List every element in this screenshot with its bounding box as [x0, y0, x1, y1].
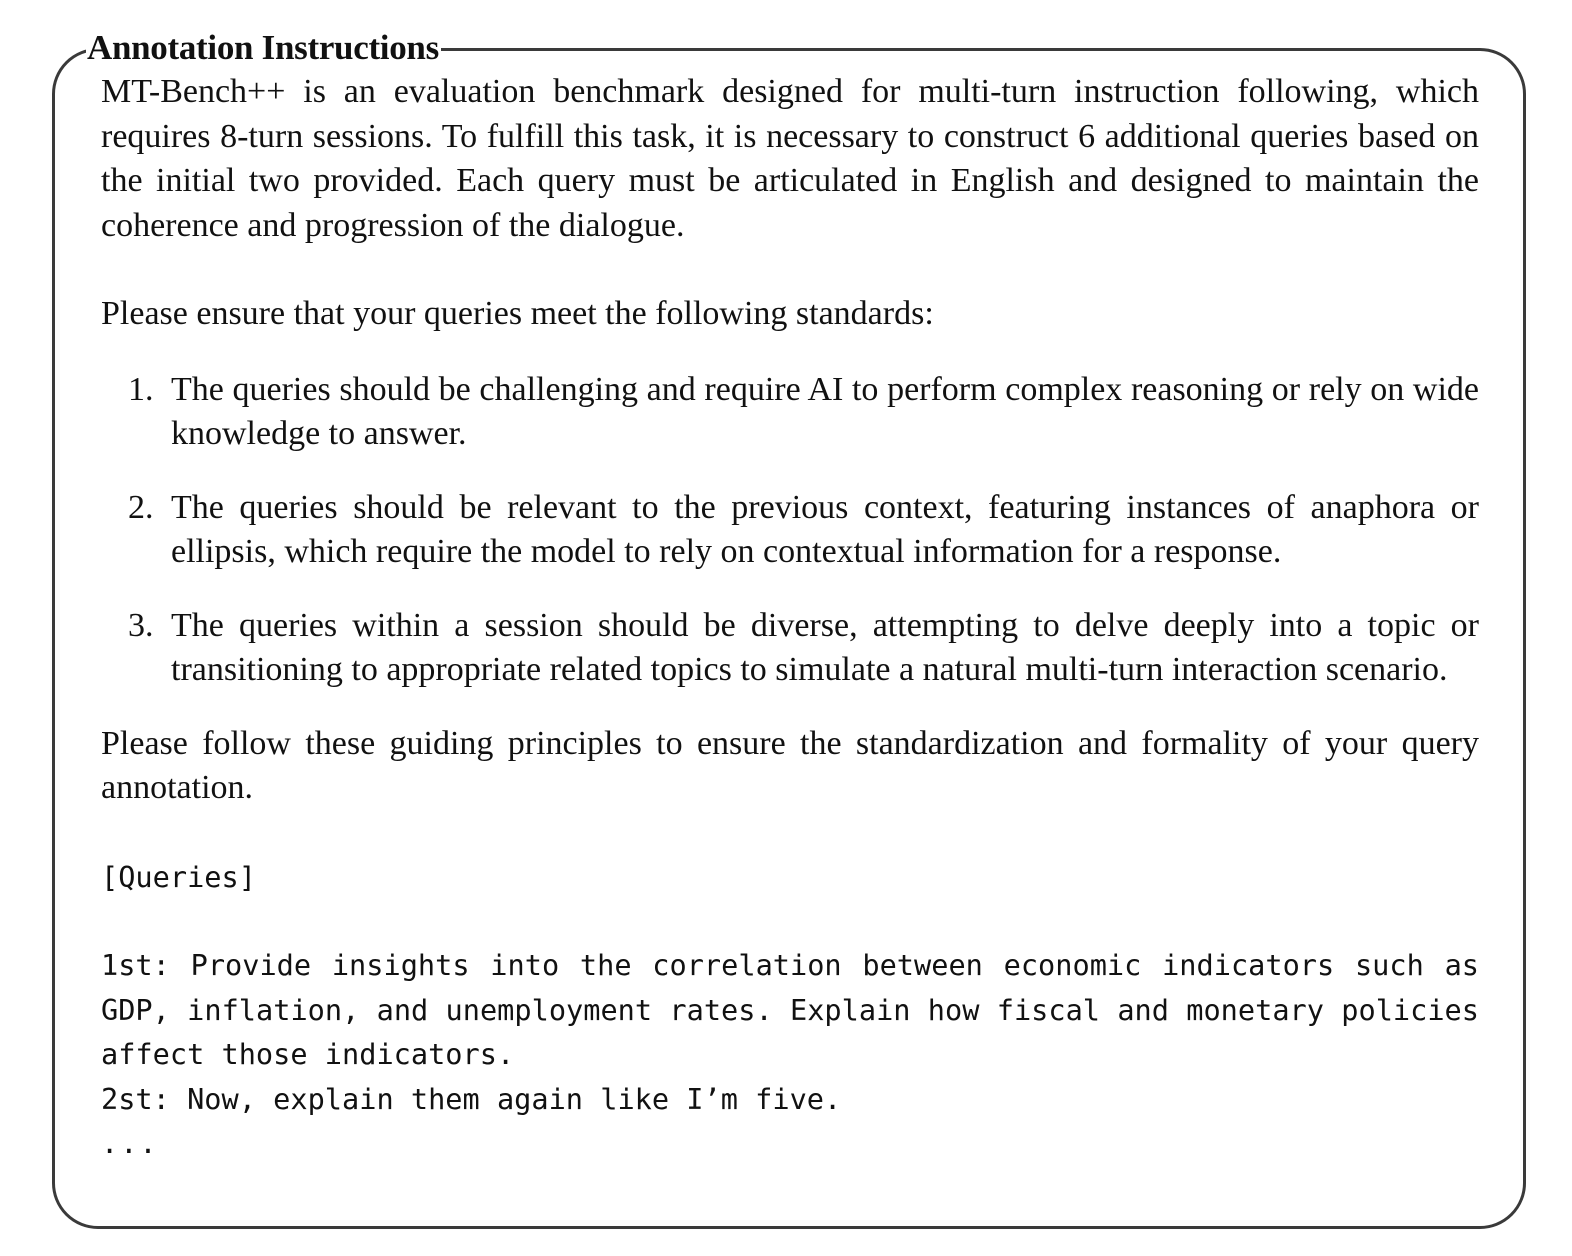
intro-paragraph: MT-Bench++ is an evaluation benchmark designed for multi-turn instruction following, which requires 8-turn sessions. To fulfill this task, it is necessary to construct 6 additional queries based on the initial two provided. Each query must be articulated in English and designed to maintain the coherence and progression of the dialogue.	[101, 73, 1479, 244]
standard-number: 1.	[128, 370, 154, 408]
standards-lead: Please ensure that your queries meet the following standards:	[101, 295, 934, 332]
queries-list	[101, 943, 1479, 1166]
standard-text: The queries should be relevant to the previous context, featuring instances of anaphora or ellipsis, which require the model to rely on contextual information for a response.	[171, 488, 1479, 570]
standard-text: The queries within a session should be diverse, attempting to delve deeply into a topic or transitioning to appropriate related topics to simulate a natural multi-turn interaction scenario.	[171, 606, 1479, 688]
queries-ellipsis: ...	[101, 1126, 159, 1160]
standard-number: 2.	[128, 488, 154, 526]
query-item: 2st: Now, explain them again like I’m five.	[101, 1081, 842, 1116]
standard-item	[101, 604, 1479, 693]
guiding-paragraph: Please follow these guiding principles to ensure the standardization and formality of your query annotation.	[101, 724, 1479, 806]
instructions-content	[101, 70, 1479, 1166]
box-title: Annotation Instructions	[87, 28, 439, 67]
query-item: 1st: Provide insights into the correlation between economic indicators such as GDP, inflation, and unemployment rates. Explain how fiscal and monetary policies affect those indicators.	[101, 948, 1479, 1071]
queries-header: [Queries]	[101, 859, 256, 894]
standard-number: 3.	[128, 606, 154, 644]
standard-text: The queries should be challenging and require AI to perform complex reasoning or rely on wide knowledge to answer.	[171, 370, 1479, 452]
standard-item	[101, 368, 1479, 457]
standards-list	[101, 368, 1479, 693]
standard-item	[101, 486, 1479, 575]
